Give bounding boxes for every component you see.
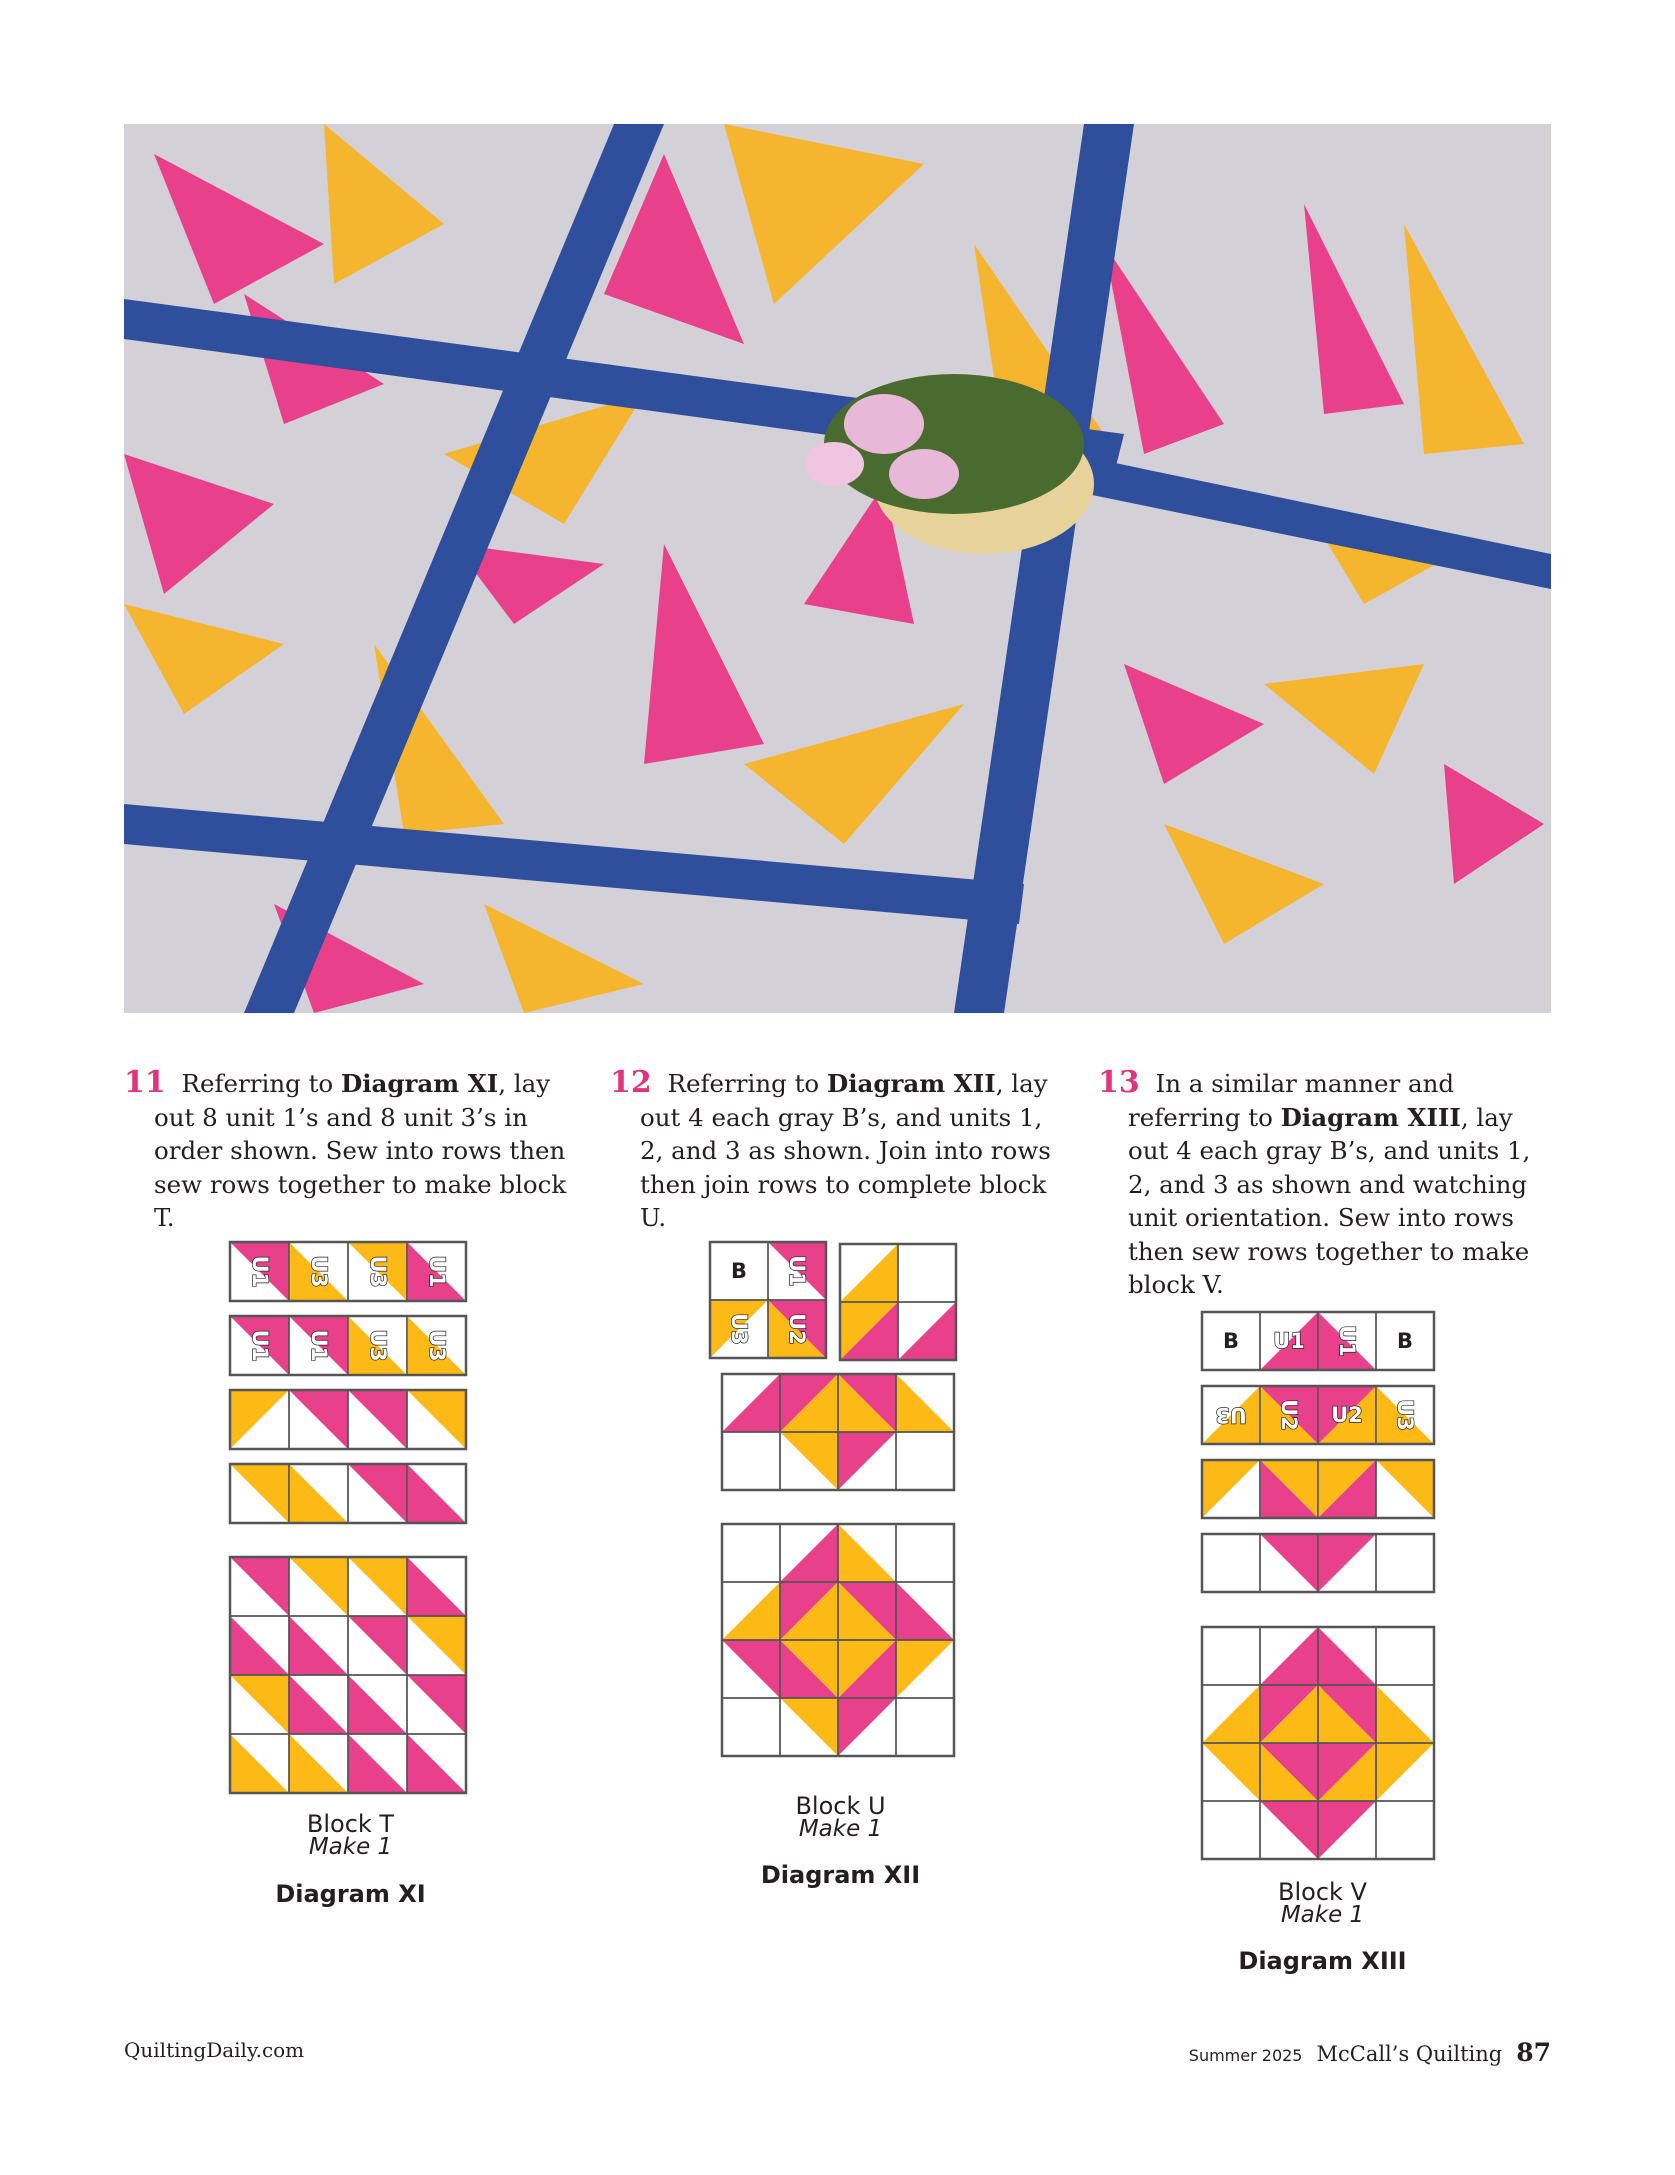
grid-cell [896,1432,954,1490]
triangle-patch [780,1524,838,1582]
block-name: Block T [306,1810,395,1838]
triangle-patch [348,1616,407,1675]
diagram-xiii-title: Diagram XIII [1238,1947,1407,1975]
unit-label: U3 [306,1255,331,1288]
step-text-a: In a similar manner and referring to [1128,1069,1455,1132]
triangle-patch [722,1374,780,1432]
triangle-patch [348,1557,407,1616]
block-u-caption [718,1794,963,1841]
unit-label: B [1223,1329,1239,1353]
footer-issue [1189,2038,1551,2067]
diagram-xii [708,1240,968,1780]
unit-label: U1 [306,1329,331,1362]
diagram-xiii [1200,1310,1450,1870]
triangle-patch [1202,1743,1260,1801]
quilt-photo [124,124,1551,1013]
grid-cell [722,1432,780,1490]
triangle-patch [407,1464,466,1523]
grid-cell [898,1244,956,1302]
triangle-patch [780,1432,838,1490]
triangle-patch [407,1557,466,1616]
grid-cell [722,1524,780,1582]
triangle-patch [896,1374,954,1432]
diagram-xi-title: Diagram XI [275,1880,426,1908]
diagram-xii-title: Diagram XII [760,1861,921,1889]
triangle-patch [1202,1685,1260,1743]
step-text-a: Referring to [181,1069,341,1098]
block-make: Make 1 [798,1816,883,1842]
grid-cell [896,1524,954,1582]
diagram-ref: Diagram XIII [1280,1102,1461,1132]
footer-site: QuiltingDaily.com [124,2038,305,2062]
triangle-patch [348,1734,407,1793]
block-make: Make 1 [308,1834,393,1860]
triangle-patch [1260,1801,1318,1859]
triangle-patch [289,1557,348,1616]
triangle-patch [1318,1627,1376,1685]
grid-cell [1202,1801,1260,1859]
triangle-patch [1376,1460,1434,1518]
triangle-patch [1202,1460,1260,1518]
triangle-patch [896,1582,954,1640]
triangle-patch [230,1390,289,1449]
unit-label: U1 [785,1255,809,1287]
page-number: 87 [1516,2038,1551,2067]
step-number: 13 [1098,1065,1140,1100]
unit-label: U2 [1277,1399,1301,1431]
triangle-patch [289,1464,348,1523]
grid-cell [1376,1627,1434,1685]
triangle-patch [898,1302,956,1360]
unit-label: U1 [247,1329,272,1362]
unit-label: U2 [1331,1403,1363,1427]
grid-cell [1202,1627,1260,1685]
triangle-patch [1318,1534,1376,1592]
footer-season: Summer 2025 [1188,2046,1303,2065]
unit-label: U1 [247,1255,272,1288]
grid-cell [722,1698,780,1756]
triangle-patch [289,1390,348,1449]
unit-label: U1 [1273,1329,1305,1353]
triangle-patch [348,1464,407,1523]
block-name: Block U [795,1792,886,1820]
diagram-ref: Diagram XII [826,1069,996,1098]
step-text-b: , lay out 4 each gray B’s, and units 1, 2, and 3 as shown. Join into rows then join rows to complete block U. [640,1069,1051,1232]
triangle-patch [407,1616,466,1675]
triangle-patch [407,1675,466,1734]
triangle-patch [1376,1685,1434,1743]
triangle-patch [230,1675,289,1734]
triangle-patch [722,1640,780,1698]
step-number: 11 [124,1065,166,1100]
triangle-patch [407,1734,466,1793]
grid-cell [896,1698,954,1756]
unit-label: U3 [365,1255,390,1288]
triangle-patch [896,1640,954,1698]
triangle-patch [838,1432,896,1490]
unit-label: U3 [1393,1399,1417,1431]
unit-label: B [731,1259,747,1283]
step-12 [610,1066,1065,1235]
step-text-b: , lay out 8 unit 1’s and 8 unit 3’s in order shown. Sew into rows then sew rows together to make block T. [154,1069,567,1232]
triangle-patch [838,1524,896,1582]
step-number: 12 [610,1065,652,1100]
unit-label: B [1397,1329,1413,1353]
triangle-patch [348,1675,407,1734]
triangle-patch [1260,1627,1318,1685]
unit-label: U3 [365,1329,390,1362]
triangle-patch [230,1734,289,1793]
footer-magazine: McCall’s Quilting [1316,2042,1503,2066]
triangle-patch [230,1616,289,1675]
block-name: Block V [1278,1878,1367,1906]
triangle-patch [230,1464,289,1523]
unit-label: U3 [727,1313,751,1345]
grid-cell [1202,1534,1260,1592]
block-v-caption [1200,1880,1445,1927]
diagram-ref: Diagram XI [340,1069,499,1098]
unit-label: U1 [424,1255,449,1288]
triangle-patch [1376,1743,1434,1801]
diagram-xi [228,1240,478,1800]
step-11 [124,1066,579,1235]
grid-cell [1376,1534,1434,1592]
step-text-a: Referring to [667,1069,827,1098]
unit-label: U1 [1335,1325,1359,1357]
triangle-patch [289,1675,348,1734]
unit-label: U3 [424,1329,449,1362]
triangle-patch [348,1390,407,1449]
unit-label: U2 [785,1313,809,1345]
block-t-caption [228,1812,473,1859]
step-text-b: , lay out 4 each gray B’s, and units 1, 2, and 3 as shown and watching unit orientation. Sew into rows then sew rows together to make block V. [1128,1102,1531,1299]
triangle-patch [230,1557,289,1616]
block-make: Make 1 [1280,1902,1365,1928]
triangle-patch [1260,1534,1318,1592]
triangle-patch [838,1698,896,1756]
triangle-patch [289,1616,348,1675]
grid-cell [1376,1801,1434,1859]
triangle-patch [1318,1801,1376,1859]
triangle-patch [780,1698,838,1756]
step-13 [1098,1066,1553,1302]
triangle-patch [289,1734,348,1793]
triangle-patch [722,1582,780,1640]
unit-label: U3 [1215,1403,1247,1427]
triangle-patch [407,1390,466,1449]
triangle-patch [840,1244,898,1302]
